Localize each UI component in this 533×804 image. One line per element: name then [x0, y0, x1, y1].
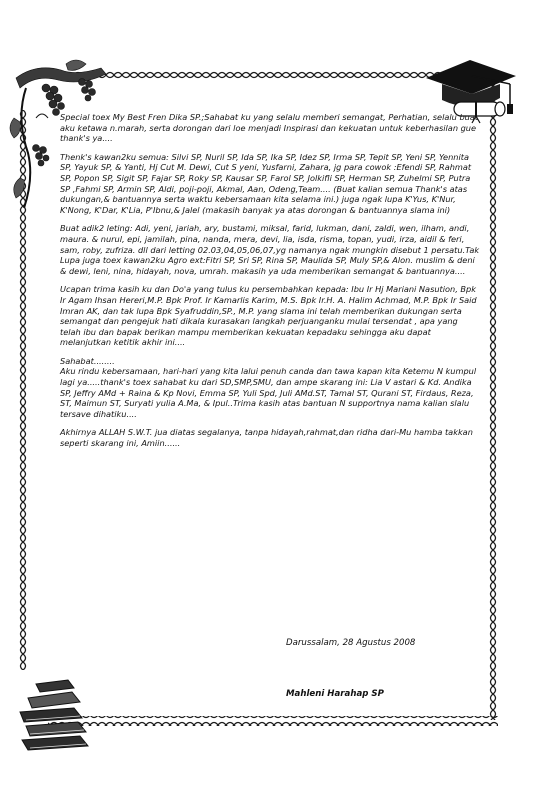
- paragraph-closing: Akhirnya ALLAH S.W.T. jua diatas segalanya, tanpa hidayah,rahmat,dan ridha dari-Mu hamba takkan seperti skarang ini, Amiin......: [60, 427, 473, 449]
- paragraph-juniors: Buat adik2 leting: Adi, yeni, jariah, ary, bustami, miksal, farid, lukman, dani, zaldi, wen, ilham, andi, maura. & nurul, epi, jamilah, pina, nanda, mera, devi, lia, isda, risma, topan, yudi, irza, aidil & feri, sam, roby, zufriza. dll dari letting 02.03,04,05,06,07,yg namanya ngak mungkin disebut 1 persatu.Tak Lupa juga toex kawan2ku Agro ext:Fitri SP, Sri SP, Rina SP, Maulida SP, Muly SP,& Alon. muslim & deni & dewi, leni, nina, hidayah, nova, umrah. makasih ya uda memberikan semangat & bantuannya....: [60, 223, 480, 276]
- place-date: Darussalam, 28 Agustus 2008: [286, 638, 416, 648]
- paragraph-friends: Thenk's kawan2ku semua: Silvi SP, Nuril SP, Ida SP, Ika SP, Idez SP, Irma SP, Tepit SP, Yeni SP, Yennita SP, Yayuk SP, & Yanti, Hj Cut M. Dewi, Cut S yeni, Yusfarni, Zahara, jg para cowok :Efendi SP, Rahmat SP, Popon SP, Sigit SP, Fajar SP, Roky SP, Kausar SP, Farol SP, Jolkifli SP, Herman SP, Zuhelmi SP, Putra SP ,Fahmi SP, Armin SP, Aldi, poji-poji, Akmal, Aan, Odeng,Team.... (Buat kalian semua Thank's atas dukungan,& bantuannya serta waktu kebersamaan kita selama ini.) juga ngak lupa K'Yus, K'Nur, K'Nong, K'Dar, K'Lia, P'Ibnu,& Jalel (makasih banyak ya atas dorongan & bantuannya slama ini): [60, 151, 472, 215]
- paragraph-lecturers: Ucapan trima kasih ku dan Do'a yang tulus ku persembahkan kepada: Ibu Ir Hj Mariani Nasution, Bpk Ir Agam Ihsan Hereri,M.P. Bpk Prof. Ir Kamarlis Karim, M.S. Bpk Ir.H. A. Halim Achmad, M.P. Bpk Ir Said Imran AK, dan tak lupa Bpk Syafruddin,SP., M.P. yang slama ini telah memberikan dukungan serta semangat dan pengejuk hati dikala kurasakan langkah perjuanganku mulai tersendat , apa yang telah ibu dan bapak berikan mampu memberikan kekuatan kepadaku sehingga aku dapat melanjutkan ketitik akhir ini....: [60, 284, 477, 348]
- book-stack-icon: [16, 676, 96, 756]
- paragraph-dedication: Special toex My Best Fren Dika SP.;Sahabat ku yang selalu memberi semangat, Perhatian, selalu buat aku ketawa n.marah, serta dorongan dari loe menjadi Inspirasi dan kekuatan untuk keberhasilan gue thank's ya....: [60, 112, 479, 144]
- paragraph-school-friends: Sahabat........ Aku rindu kebersamaan, hari-hari yang kita lalui penuh canda dan tawa kapan kita Ketemu N kumpul lagi ya.....thank's toex sahabat ku dari SD,SMP,SMU, dan ampe skarang ini: Lia V astari & Kd. Andika SP, Jeffry AMd + Raina & Kp Novi, Emma SP, Yuli Spd, Juli AMd.ST, Tamal ST, Qurani ST, Firdaus, Reza, ST, Maimun ST, Suryati yulia A.Ma, & Ipul..Trima kasih atas bantuan N supportnya nama kalian slalu tersave dihatiku....: [60, 355, 477, 419]
- letter-body: [60, 112, 480, 457]
- signature-name: Mahleni Harahap SP: [286, 689, 384, 699]
